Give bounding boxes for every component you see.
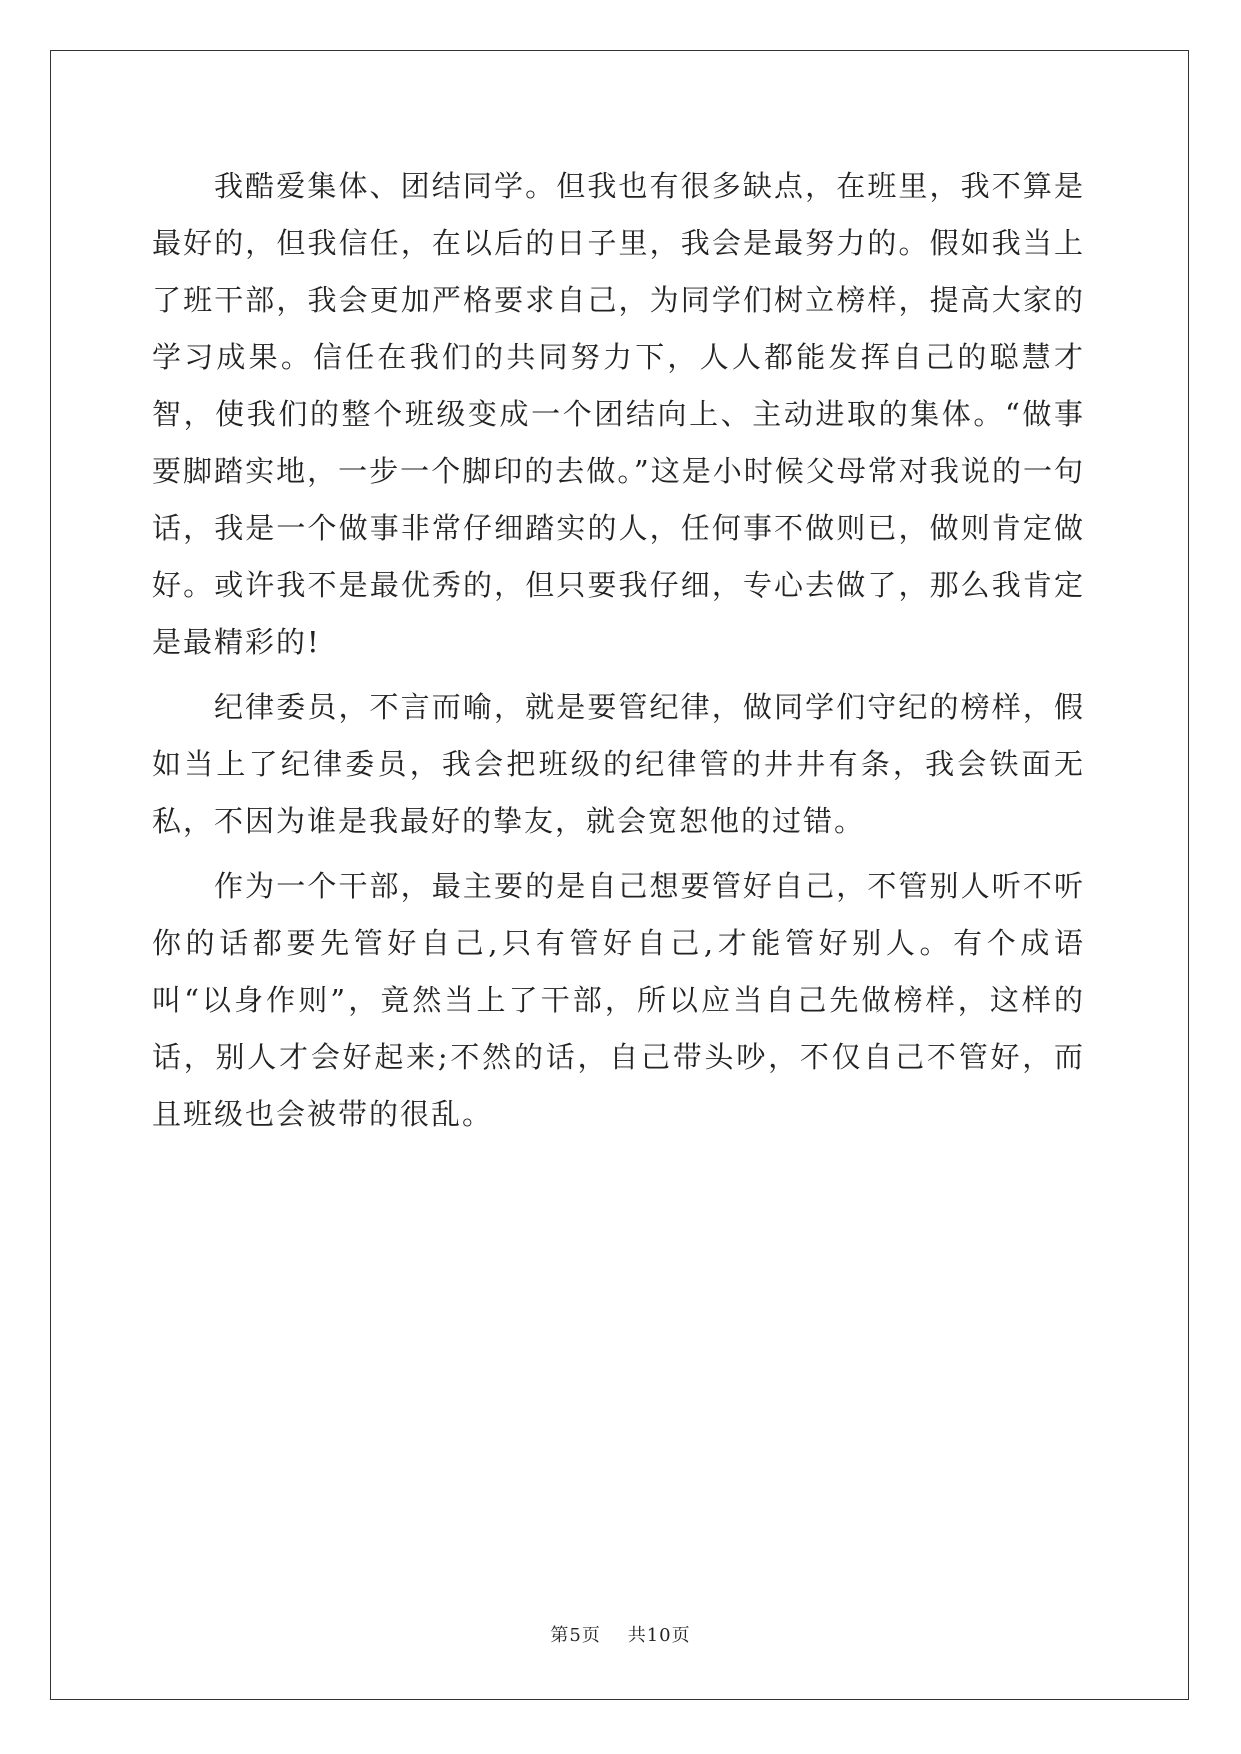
paragraph: 纪律委员，不言而喻，就是要管纪律，做同学们守纪的榜样，假如当上了纪律委员，我会把班级的纪律管的井井有条，我会铁面无私，不因为谁是我最好的挚友，就会宽恕他的过错。 bbox=[152, 690, 1085, 838]
total-pages: 共10页 bbox=[627, 1625, 691, 1646]
paragraph: 作为一个干部，最主要的是自己想要管好自己，不管别人听不听你的话都要先管好自己,只有管好自己,才能管好别人。有个成语叫“以身作则”，竟然当上了干部，所以应当自己先做榜样，这样的话，别人才会好起来;不然的话，自己带头吵，不仅自己不管好，而且班级也会被带的很乱。 bbox=[152, 869, 1085, 1131]
page-number: 第5页 bbox=[550, 1625, 601, 1646]
document-body bbox=[152, 158, 1085, 1143]
paragraph: 我酷爱集体、团结同学。但我也有很多缺点，在班里，我不算是最好的，但我信任，在以后的日子里，我会是最努力的。假如我当上了班干部，我会更加严格要求自己，为同学们树立榜样，提高大家的学习成果。信任在我们的共同努力下，人人都能发挥自己的聪慧才智，使我们的整个班级变成一个团结向上、主动进取的集体。“做事要脚踏实地，一步一个脚印的去做。”这是小时候父母常对我说的一句话，我是一个做事非常仔细踏实的人，任何事不做则已，做则肯定做好。或许我不是最优秀的，但只要我仔细，专心去做了，那么我肯定是最精彩的! bbox=[152, 169, 1085, 659]
page-footer bbox=[0, 1621, 1241, 1647]
